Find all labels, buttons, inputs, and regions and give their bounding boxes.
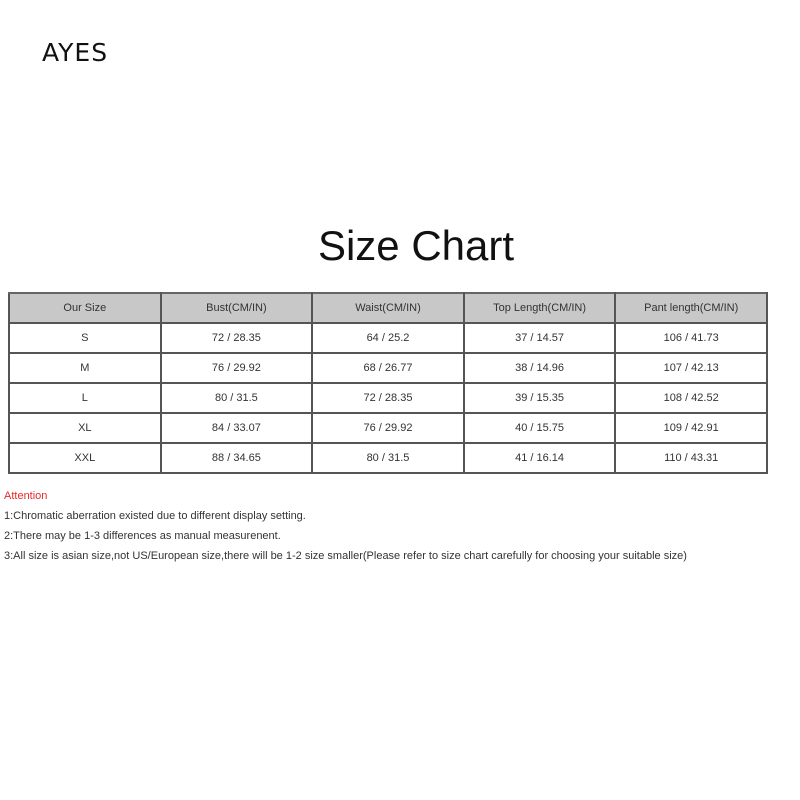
size-chart-table <box>8 292 768 474</box>
column-header-pant-length: Pant length(CM/IN) <box>615 293 767 323</box>
column-header-bust: Bust(CM/IN) <box>161 293 313 323</box>
table-row <box>9 323 767 353</box>
cell-bust: 80 / 31.5 <box>161 383 313 413</box>
cell-bust: 88 / 34.65 <box>161 443 313 473</box>
cell-waist: 68 / 26.77 <box>312 353 464 383</box>
cell-bust: 84 / 33.07 <box>161 413 313 443</box>
column-header-size: Our Size <box>9 293 161 323</box>
cell-waist: 72 / 28.35 <box>312 383 464 413</box>
table-row <box>9 383 767 413</box>
note-item: 1:Chromatic aberration existed due to different display setting. <box>4 510 306 522</box>
cell-pant-length: 110 / 43.31 <box>615 443 767 473</box>
cell-size: M <box>9 353 161 383</box>
cell-size: XXL <box>9 443 161 473</box>
note-item: 3:All size is asian size,not US/European size,there will be 1-2 size smaller(Please refer to size chart carefully for choosing your suitable size) <box>4 550 687 562</box>
cell-waist: 76 / 29.92 <box>312 413 464 443</box>
cell-size: S <box>9 323 161 353</box>
cell-top-length: 40 / 15.75 <box>464 413 616 443</box>
cell-bust: 72 / 28.35 <box>161 323 313 353</box>
cell-pant-length: 107 / 42.13 <box>615 353 767 383</box>
cell-top-length: 39 / 15.35 <box>464 383 616 413</box>
cell-pant-length: 109 / 42.91 <box>615 413 767 443</box>
note-item: 2:There may be 1-3 differences as manual measurenent. <box>4 530 281 542</box>
cell-top-length: 41 / 16.14 <box>464 443 616 473</box>
cell-size: L <box>9 383 161 413</box>
cell-top-length: 38 / 14.96 <box>464 353 616 383</box>
cell-size: XL <box>9 413 161 443</box>
table-row <box>9 413 767 443</box>
cell-top-length: 37 / 14.57 <box>464 323 616 353</box>
attention-notes <box>4 489 687 569</box>
page-title: Size Chart <box>317 222 515 269</box>
table-row <box>9 353 767 383</box>
column-header-top-length: Top Length(CM/IN) <box>464 293 616 323</box>
cell-waist: 80 / 31.5 <box>312 443 464 473</box>
column-header-waist: Waist(CM/IN) <box>312 293 464 323</box>
attention-heading: Attention <box>4 490 48 502</box>
table-header-row <box>9 293 767 323</box>
table-row <box>9 443 767 473</box>
brand-logo: AYES <box>42 38 109 67</box>
cell-pant-length: 106 / 41.73 <box>615 323 767 353</box>
cell-bust: 76 / 29.92 <box>161 353 313 383</box>
cell-pant-length: 108 / 42.52 <box>615 383 767 413</box>
cell-waist: 64 / 25.2 <box>312 323 464 353</box>
